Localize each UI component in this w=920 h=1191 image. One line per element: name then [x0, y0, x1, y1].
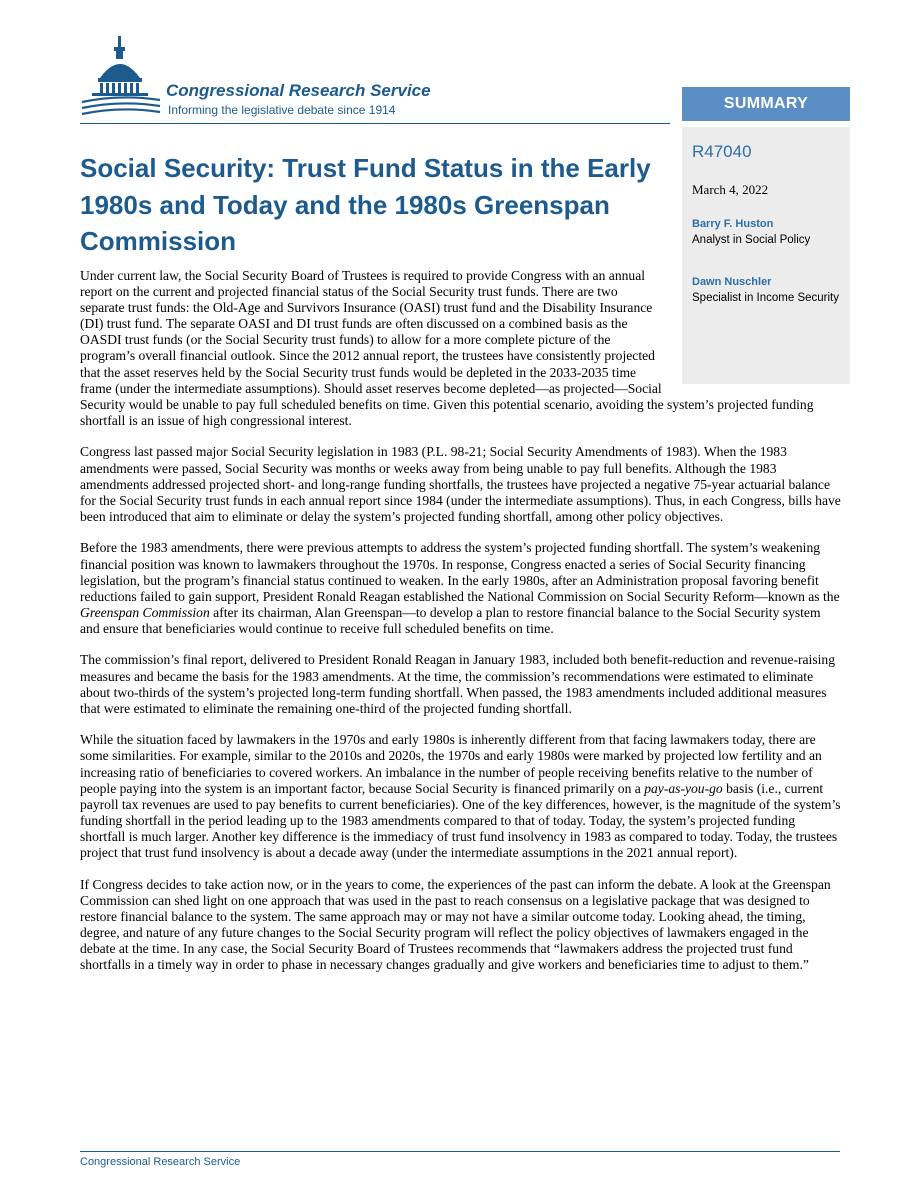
author-name: Barry F. Huston [692, 218, 774, 230]
author-name: Dawn Nuschler [692, 276, 772, 288]
footer-org-name: Congressional Research Service [80, 1156, 241, 1168]
summary-body [80, 268, 842, 989]
report-date: March 4, 2022 [692, 182, 769, 197]
body-paragraph: If Congress decides to take action now, or in the years to come, the experiences of the past can inform the debate. A look at the Greenspan Commission can shed light on one approach that was used in the past to reach consensus on a legislative package that was designed to restore financial balance to the system. The same approach may or may not have a similar outcome today. Looking ahead, the timing, degree, and nature of any future changes to the Social Security program will reflect the policy objectives of lawmakers engaged in the debate at the time. In any case, the Social Security Board of Trustees recommends that “lawmakers address the projected trust fund shortfalls in a timely way in order to phase in necessary changes gradually and give workers and beneficiaries time to adjust to them.” [80, 876, 831, 973]
body-paragraph: The commission’s final report, delivered to President Ronald Reagan in January 1983, included both benefit-reduction and revenue-raising measures and became the basis for the 1983 amendments. At the time, the commission’s recommendations were estimated to eliminate about two-thirds of the system’s projected long-term funding shortfall. When passed, the 1983 amendments included additional measures that were estimated to eliminate the remaining one-third of the projected funding shortfall. [80, 652, 835, 716]
body-paragraph: Congress last passed major Social Security legislation in 1983 (P.L. 98-21; Social Security Amendments of 1983). When the 1983 amendments were passed, Social Security was months or weeks away from being unable to pay full benefits. Although the 1983 amendments addressed projected short- and long-range funding shortfalls, the trustees have projected a negative 75-year actuarial balance for the Social Security trust funds in each annual report since 1984 (under the intermediate assumptions). Thus, in each Congress, bills have been introduced that aim to eliminate or delay the system’s projected funding shortfall, among other policy objectives. [80, 444, 841, 524]
sidebar-wrap-spacer [662, 268, 842, 384]
header-divider [80, 123, 670, 124]
author-title: Analyst in Social Policy [692, 234, 811, 246]
paragraph-text: While the situation faced by lawmakers in the 1970s and early 1980s is inherently different from that facing lawmakers today, there are some similarities. For example, similar to the 2010s and 2020s, the 1970s and early 1980s were marked by projected low fertility and an increasing ratio of beneficiaries to covered workers. An imbalance in the number of people receiving benefits relative to the number of people paying into the system is an important factor, because Social Security is financed primarily on a [80, 732, 822, 796]
report-number: R47040 [692, 142, 752, 161]
org-name: Congressional Research Service [166, 81, 431, 100]
summary-heading: SUMMARY [682, 87, 850, 121]
body-paragraph: Under current law, the Social Security Board of Trustees is required to provide Congress with an annual report on the current and projected financial status of the Social Security trust funds. There are two separate trust funds: the Old-Age and Survivors Insurance (OASI) trust fund and the Disability Insurance (DI) trust fund. The separate OASI and DI trust funds are often discussed on a combined basis as the OASDI trust funds (or the Social Security trust funds) to allow for a more complete picture of the program’s overall financial outlook. Since the 2012 annual report, the trustees have consistently projected that the asset reserves held by the Social Security trust funds would be depleted in the 2033-2035 time frame (under the intermediate assumptions). Should asset reserves become depleted—as projected—Social Security would be unable to pay full scheduled benefits on time. Given this potential scenario, avoiding the system’s projected funding shortfall is an issue of high congressional interest. [80, 268, 814, 428]
footer-divider [80, 1151, 840, 1152]
crs-logo [80, 34, 680, 126]
paragraph-text: Before the 1983 amendments, there were previous attempts to address the system’s projected funding shortfall. The system’s weakening financial position was known to lawmakers throughout the 1970s. In response, Congress enacted a series of Social Security financing legislation, but the program’s financial status continued to weaken. In the early 1980s, after an Administration proposal favoring benefit reductions failed to gain support, President Ronald Reagan established the National Commission on Social Security Reform—known as the [80, 540, 840, 604]
paragraph-text: after its chairman, Alan Greenspan—to develop a plan to restore financial balance to the Social Security system and ensure that beneficiaries would continue to receive full scheduled benefits on time. [80, 604, 821, 636]
body-paragraph [80, 732, 842, 861]
paragraph-text: basis (i.e., current payroll tax revenues are used to pay benefits to current beneficiaries). One of the key differences, however, is the magnitude of the system’s funding shortfall in the period leading up to the 1983 amendments compared to that of today. Today, the system’s projected funding shortfall is much larger. Another key difference is the immediacy of trust fund insolvency in 1983 as compared to today. Today, the trustees project that trust fund insolvency is about a decade away (under the intermediate assumptions in the 2021 annual report). [80, 780, 841, 860]
author-title: Specialist in Income Security [692, 292, 840, 304]
sidebar-gap [682, 121, 850, 127]
body-paragraph [80, 540, 842, 637]
report-title: Social Security: Trust Fund Status in the Early 1980s and Today and the 1980s Greenspan Commission [80, 153, 651, 256]
org-tagline: Informing the legislative debate since 1914 [168, 103, 396, 117]
emphasized-term: pay-as-you-go [644, 780, 723, 796]
capitol-dome-icon [80, 34, 162, 120]
emphasized-term: Greenspan Commission [80, 604, 210, 620]
